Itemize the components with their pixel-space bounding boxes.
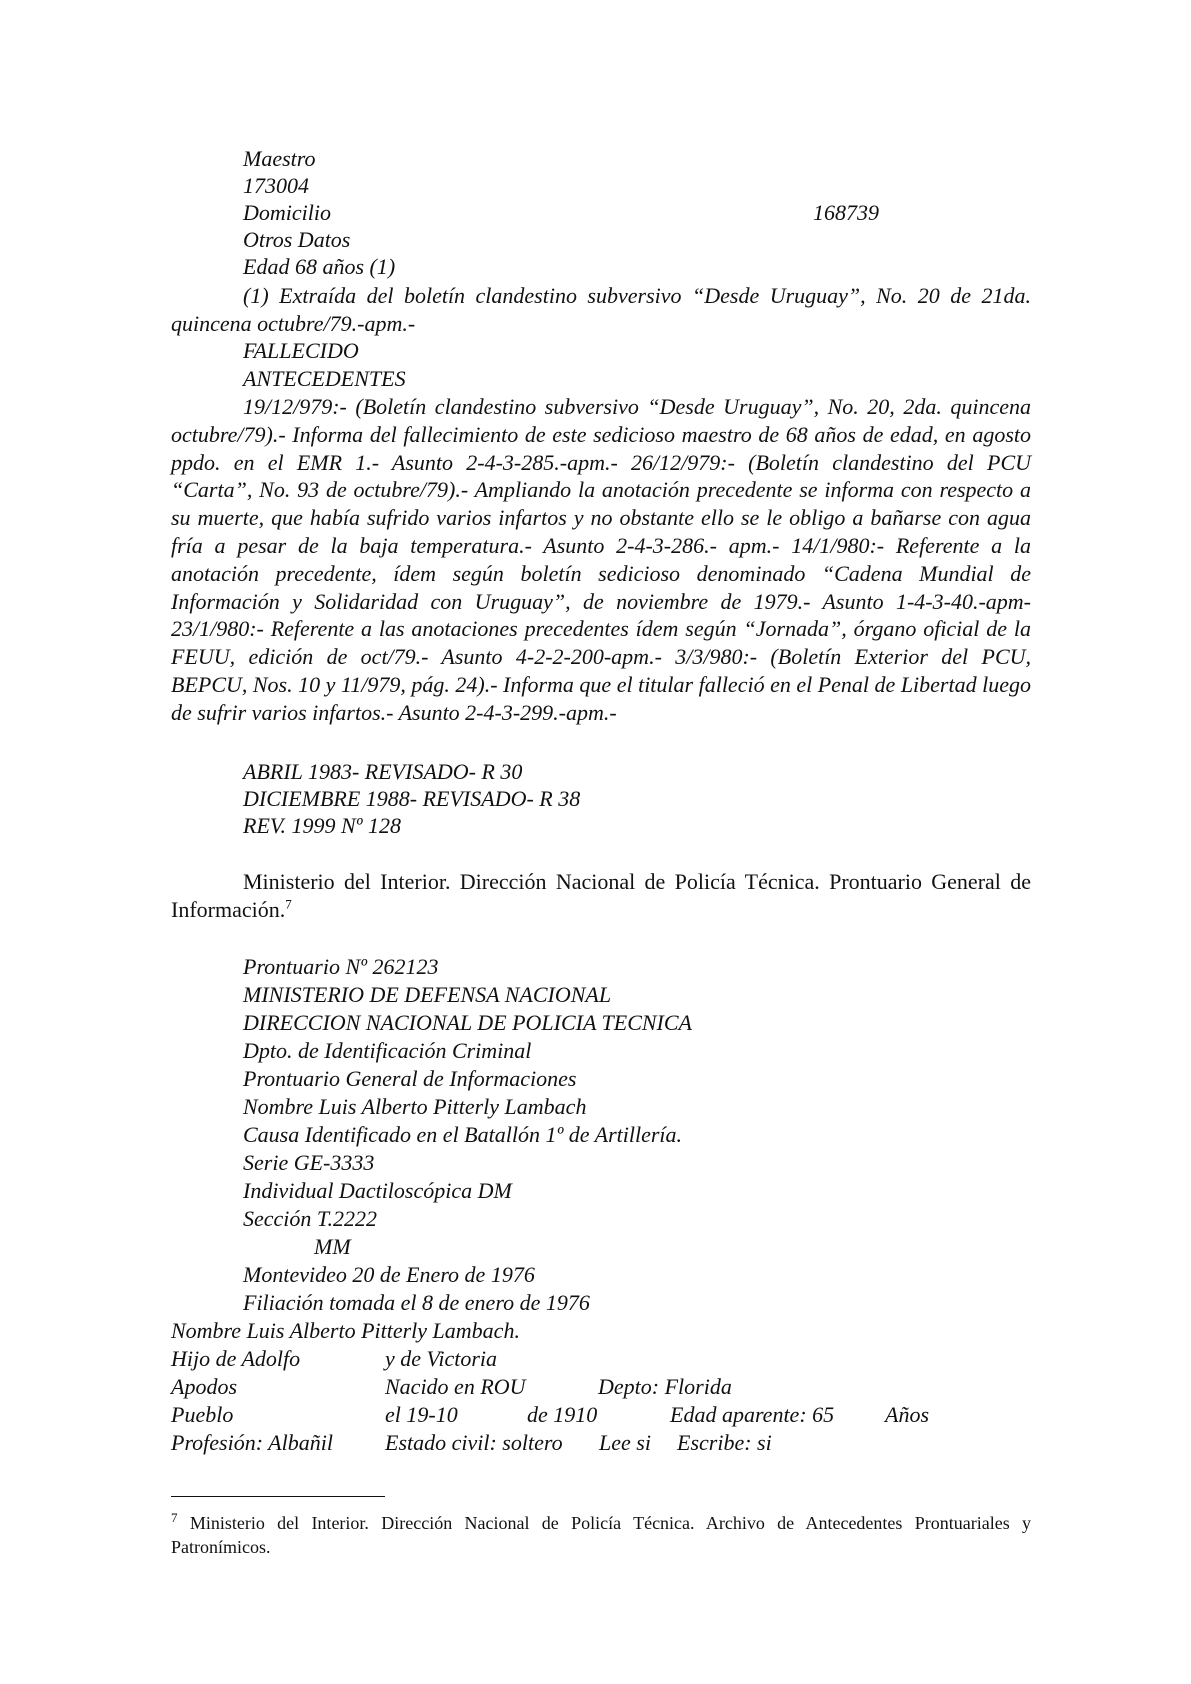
edad-aparente: Edad aparente: 65: [670, 1402, 835, 1427]
lee: Lee si: [599, 1430, 651, 1455]
source-text: Ministerio del Interior. Dirección Nacional de Policía Técnica. Prontuario General de Información.: [171, 869, 1031, 922]
hijo-de: Hijo de Adolfo: [171, 1346, 301, 1371]
dpto-line: Dpto. de Identificación Criminal: [243, 1038, 532, 1063]
footnote-separator: [171, 1496, 385, 1497]
antecedentes-heading: ANTECEDENTES: [243, 366, 406, 391]
source-note-text: (1) Extraída del boletín clandestino subversivo “Desde Uruguay”, No. 20 de 21da. quincena octubre/79.-apm.-: [171, 283, 1031, 336]
serie-line: Serie GE-3333: [243, 1150, 375, 1175]
fecha-nacimiento-anio: de 1910: [527, 1402, 598, 1427]
fecha-nacimiento-dia: el 19-10: [385, 1402, 458, 1427]
anios: Años: [885, 1402, 929, 1427]
individual-line: Individual Dactiloscópica DM: [243, 1178, 512, 1203]
prontuario-number-line: Prontuario Nº 262123: [243, 954, 439, 979]
source-note-paragraph: [171, 282, 1031, 338]
maestro-line: Maestro: [243, 146, 316, 171]
profesion: Profesión: Albañil: [171, 1430, 333, 1455]
madre: y de Victoria: [385, 1346, 497, 1371]
domicilio-line: Domicilio: [243, 200, 331, 225]
revision-1988-line: DICIEMBRE 1988- REVISADO- R 38: [243, 786, 581, 811]
depto: Depto: Florida: [598, 1374, 732, 1399]
estado-civil: Estado civil: soltero: [385, 1430, 563, 1455]
mm-line: MM: [314, 1234, 351, 1259]
escribe: Escribe: si: [677, 1430, 772, 1455]
prontuario-general-line: Prontuario General de Informaciones: [243, 1066, 577, 1091]
nombre-line: Nombre Luis Alberto Pitterly Lambach: [243, 1094, 587, 1119]
footnote-text: Ministerio del Interior. Dirección Nacional de Policía Técnica. Archivo de Antecedentes Prontuariales y Patronímicos.: [171, 1513, 1032, 1557]
footnote-number: 7: [171, 1510, 178, 1525]
nacido-en: Nacido en ROU: [385, 1374, 526, 1399]
fecha-line: Montevideo 20 de Enero de 1976: [243, 1262, 535, 1287]
footnote-reference: 7: [285, 896, 292, 912]
filiacion-nombre: Nombre Luis Alberto Pitterly Lambach.: [171, 1318, 520, 1343]
edad-line: Edad 68 años (1): [243, 254, 396, 279]
footnote: [171, 1511, 1031, 1559]
otros-datos-line: Otros Datos: [243, 227, 351, 252]
seccion-line: Sección T.2222: [243, 1206, 378, 1231]
antecedentes-text: 19/12/979:- (Boletín clandestino subversivo “Desde Uruguay”, No. 20, 2da. quincena octubre/79).- Informa del fallecimiento de este sedicioso maestro de 68 años de edad, en agosto ppdo. en el EMR 1.- Asunto 2-4-3-285.-apm.- 26/12/979:- (Boletín clandestino del PCU “Carta”, No. 93 de octubre/79).- Ampliando la anotación precedente se informa con respecto a su muerte, que había sufrido varios infartos y no obstante ello se le obligo a bañarse con agua fría a pesar de la baja temperatura.- Asunto 2-4-3-286.- apm.- 14/1/980:- Referente a la anotación precedente, ídem según boletín sedicioso denominado “Cadena Mundial de Información y Solidaridad con Uruguay”, de noviembre de 1979.- Asunto 1-4-3-40.-apm- 23/1/980:- Referente a las anotaciones precedentes ídem según “Jornada”, órgano oficial de la FEUU, edición de oct/79.- Asunto 4-2-2-200-apm.- 3/3/980:- (Boletín Exterior del PCU, BEPCU, Nos. 10 y 11/979, pág. 24).- Informa que el titular falleció en el Penal de Libertad luego de sufrir varios infartos.- Asunto 2-4-3-299.-apm.-: [171, 394, 1031, 725]
source-paragraph: [171, 868, 1031, 924]
pueblo: Pueblo: [171, 1402, 234, 1427]
apodos: Apodos: [171, 1374, 237, 1399]
revision-1999-line: REV. 1999 Nº 128: [243, 813, 401, 838]
number-line: 173004: [243, 173, 309, 198]
direccion-line: DIRECCION NACIONAL DE POLICIA TECNICA: [243, 1010, 692, 1035]
domicilio-number: 168739: [813, 200, 879, 225]
causa-line: Causa Identificado en el Batallón 1º de Artillería.: [243, 1122, 683, 1147]
filiacion-line: Filiación tomada el 8 de enero de 1976: [243, 1290, 590, 1315]
revision-1983-line: ABRIL 1983- REVISADO- R 30: [243, 759, 523, 784]
antecedentes-paragraph: [171, 393, 1031, 727]
ministerio-line: MINISTERIO DE DEFENSA NACIONAL: [243, 982, 612, 1007]
fallecido-line: FALLECIDO: [243, 338, 359, 363]
